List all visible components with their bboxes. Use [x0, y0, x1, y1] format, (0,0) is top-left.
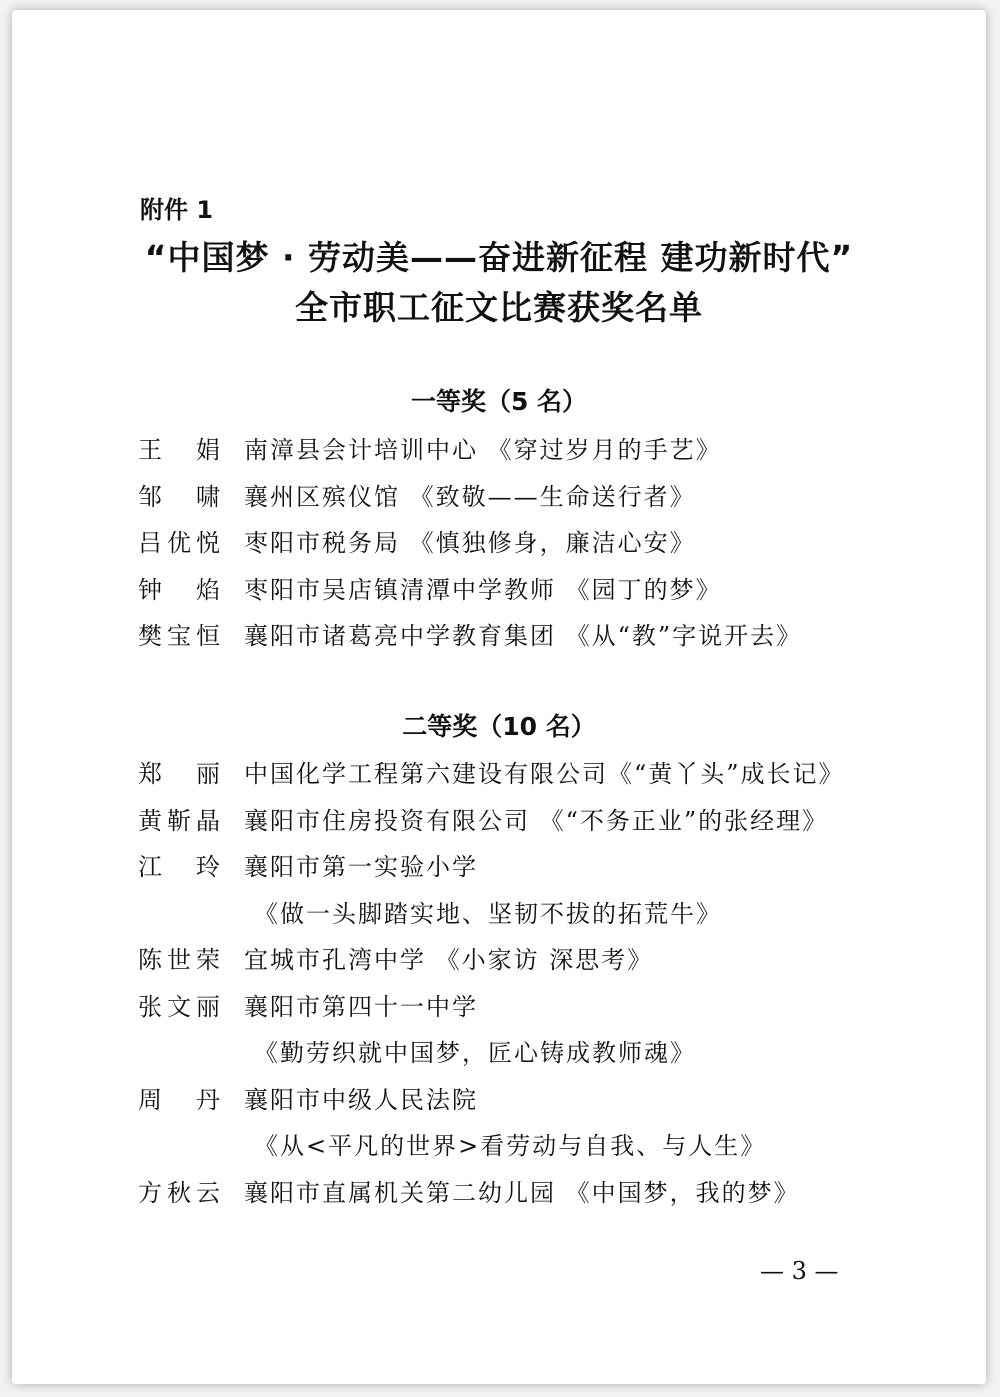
awardee-name: 张 文 丽: [138, 993, 220, 1021]
document-title-line2: 全市职工征文比赛获奖名单: [295, 288, 703, 327]
award-entry: [138, 801, 938, 837]
award-entry: [138, 1080, 938, 1116]
awardee-name: 钟 焰: [138, 576, 220, 604]
awardee-name: 黄 靳 晶: [138, 807, 220, 835]
award-entry: [138, 616, 938, 652]
entry-text: 襄阳市诸葛亮中学教育集团 《从“教”字说开去》: [244, 622, 803, 650]
award-entry: [138, 477, 938, 513]
entry-text: 襄阳市第四十一中学: [244, 993, 478, 1021]
entry-text: 襄阳市直属机关第二幼儿园 《中国梦，我的梦》: [244, 1179, 800, 1207]
award-entry-continuation: [138, 1033, 938, 1069]
award-entry: [138, 847, 938, 883]
awardee-name: 吕 优 悦: [138, 529, 220, 557]
award-entry: [138, 754, 938, 790]
document-title-line1: “中国梦 · 劳动美——奋进新征程 建功新时代”: [144, 238, 854, 277]
award-entry: [138, 940, 938, 976]
document-page: [12, 10, 986, 1384]
entry-text: 南漳县会计培训中心 《穿过岁月的手艺》: [244, 436, 722, 464]
entry-text: 宜城市孔湾中学 《小家访 深思考》: [244, 946, 654, 974]
entry-work-title: 《从<平凡的世界>看劳动与自我、与人生》: [254, 1132, 767, 1160]
entry-work-title: 《做一头脚踏实地、坚韧不拔的拓荒牛》: [254, 900, 722, 928]
entry-text: 枣阳市吴店镇清潭中学教师 《园丁的梦》: [244, 576, 722, 604]
awardee-name: 陈 世 荣: [138, 946, 220, 974]
entry-text: 襄州区殡仪馆 《致敬——生命送行者》: [244, 483, 696, 511]
entry-text: 襄阳市住房投资有限公司 《“不务正业”的张经理》: [244, 807, 829, 835]
page-number: — 3 —: [760, 1257, 839, 1285]
entry-text: 襄阳市第一实验小学: [244, 853, 478, 881]
awardee-name: 方 秋 云: [138, 1179, 220, 1207]
entry-work-title: 《勤劳织就中国梦，匠心铸成教师魂》: [254, 1039, 696, 1067]
first-prize-heading: 一等奖（5 名）: [410, 387, 588, 416]
awardee-name: 樊 宝 恒: [138, 622, 220, 650]
entry-text: 襄阳市中级人民法院: [244, 1086, 478, 1114]
awardee-name: 邹 啸: [138, 483, 220, 511]
awardee-name: 郑 丽: [138, 760, 220, 788]
award-entry-continuation: [138, 894, 938, 930]
awardee-name: 王 娟: [138, 436, 220, 464]
second-prize-heading: 二等奖（10 名）: [402, 712, 596, 741]
entry-text: 中国化学工程第六建设有限公司《“黄丫头”成长记》: [244, 760, 845, 788]
award-entry-continuation: [138, 1126, 938, 1162]
award-entry: [138, 570, 938, 606]
entry-text: 枣阳市税务局 《慎独修身，廉洁心安》: [244, 529, 696, 557]
awardee-name: 周 丹: [138, 1086, 220, 1114]
award-entry: [138, 1173, 938, 1209]
award-entry: [138, 523, 938, 559]
award-entry: [138, 430, 938, 466]
attachment-label: 附件 1: [140, 196, 214, 224]
award-entry: [138, 987, 938, 1023]
awardee-name: 江 玲: [138, 853, 220, 881]
